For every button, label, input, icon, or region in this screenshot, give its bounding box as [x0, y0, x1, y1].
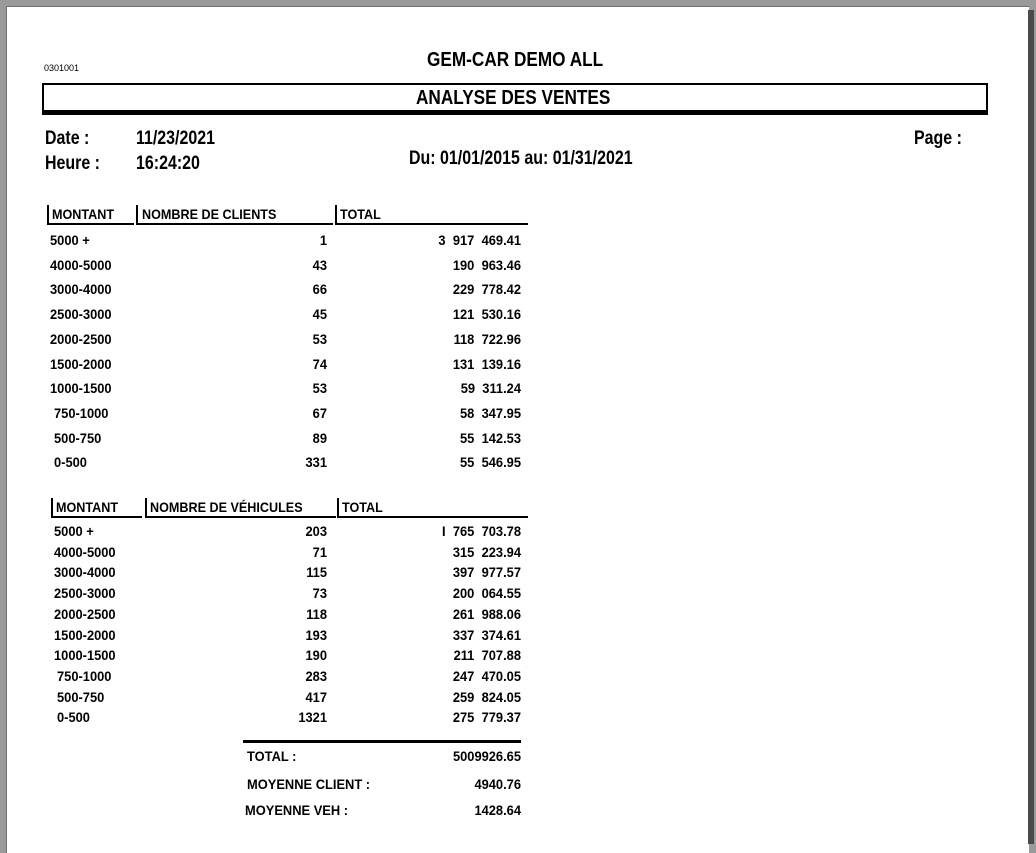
table-row-range: 1500-2000	[54, 626, 116, 643]
table-row-total: 397 977.57	[452, 564, 521, 581]
table-row-total: 259 824.05	[452, 688, 521, 705]
table-row-count: 193	[305, 626, 327, 643]
table-row-count: 89	[312, 429, 327, 446]
vehicles-header-amount-box	[51, 498, 142, 518]
table-row-total: I 765 703.78	[442, 523, 521, 539]
table-row-total: 275 779.37	[452, 709, 521, 726]
clients-header-amount-box	[47, 205, 134, 225]
page-label: Page :	[914, 128, 962, 149]
table-row-count: 1321	[298, 709, 327, 726]
table-row-count: 71	[312, 543, 327, 560]
table-row-count: 73	[312, 585, 327, 602]
table-row-total: 58 347.95	[460, 404, 521, 421]
table-row-count: 45	[312, 306, 327, 323]
summary-total-value: 5009926.65	[452, 748, 521, 764]
table-row-range: 2500-3000	[50, 306, 112, 323]
table-row-count: 417	[305, 688, 327, 705]
clients-header-total: TOTAL	[340, 206, 381, 222]
summary-avg-client-value: 4940.76	[474, 776, 521, 792]
time-value: 16:24:20	[136, 153, 200, 174]
table-row-total: 211 707.88	[453, 647, 521, 664]
table-row-range: 500-750	[57, 688, 105, 705]
table-row-total: 59 311.24	[460, 380, 521, 397]
table-row-total: 200 064.55	[452, 585, 521, 602]
table-row-count: 118	[306, 605, 327, 622]
summary-avg-vehicle-value: 1428.64	[474, 802, 521, 818]
table-row-total: 131 139.16	[452, 355, 521, 372]
table-row-count: 115	[306, 564, 327, 581]
table-row-total: 261 988.06	[452, 605, 521, 622]
company-name: GEM-CAR DEMO ALL	[427, 49, 604, 71]
table-row-total: 118 722.96	[453, 330, 521, 347]
summary-avg-client-label: MOYENNE CLIENT :	[247, 776, 371, 792]
table-row-total: 315 223.94	[452, 543, 521, 560]
vehicles-header-amount: MONTANT	[56, 499, 119, 515]
table-row-total: 229 778.42	[452, 281, 521, 298]
table-row-range: 1000-1500	[54, 647, 116, 664]
table-row-range: 2000-2500	[54, 605, 116, 622]
table-row-range: 750-1000	[54, 404, 109, 421]
page-shadow	[1028, 10, 1034, 844]
clients-header-count: NOMBRE DE CLIENTS	[142, 206, 277, 222]
table-row-count: 331	[305, 454, 327, 471]
table-row-range: 500-750	[54, 429, 102, 446]
table-row-range: 0-500	[57, 709, 90, 726]
table-row-total: 247 470.05	[452, 667, 521, 684]
table-row-range: 5000 +	[50, 232, 90, 248]
table-row-count: 53	[312, 330, 327, 347]
table-row-total: 337 374.61	[452, 626, 521, 643]
period-range: Du: 01/01/2015 au: 01/31/2021	[409, 148, 633, 169]
table-row-range: 4000-5000	[54, 543, 116, 560]
table-row-count: 67	[312, 404, 327, 421]
time-label: Heure :	[45, 153, 100, 174]
clients-header-total-box	[335, 205, 528, 225]
table-row-range: 1500-2000	[50, 355, 112, 372]
table-row-total: 3 917 469.41	[438, 232, 521, 248]
summary-total-label: TOTAL :	[247, 748, 297, 764]
report-title-banner	[42, 83, 988, 115]
table-row-count: 53	[312, 380, 327, 397]
table-row-range: 5000 +	[54, 523, 94, 539]
table-row-range: 2500-3000	[54, 585, 116, 602]
table-row-count: 283	[305, 667, 327, 684]
table-row-count: 1	[319, 232, 327, 248]
table-row-range: 4000-5000	[50, 256, 112, 273]
table-row-count: 203	[305, 523, 327, 539]
clients-header-amount: MONTANT	[52, 206, 115, 222]
table-row-count: 74	[312, 355, 327, 372]
summary-avg-vehicle-label: MOYENNE VEH :	[245, 802, 349, 818]
table-row-total: 190 963.46	[452, 256, 521, 273]
summary-rule	[243, 740, 521, 743]
date-label: Date :	[45, 128, 90, 149]
report-page	[6, 6, 1029, 853]
table-row-range: 3000-4000	[50, 281, 112, 298]
table-row-total: 121 530.16	[452, 306, 521, 323]
table-row-range: 2000-2500	[50, 330, 112, 347]
date-value: 11/23/2021	[136, 128, 215, 149]
table-row-count: 190	[305, 647, 327, 664]
vehicles-header-total-box	[337, 498, 528, 518]
table-row-range: 0-500	[54, 454, 87, 471]
table-row-range: 3000-4000	[54, 564, 116, 581]
table-row-count: 43	[312, 256, 327, 273]
table-row-total: 55 142.53	[460, 429, 521, 446]
clients-header-count-box	[136, 205, 333, 225]
table-row-range: 1000-1500	[50, 380, 112, 397]
table-row-range: 750-1000	[57, 667, 112, 684]
table-row-total: 55 546.95	[460, 454, 521, 471]
vehicles-header-total: TOTAL	[342, 499, 383, 515]
table-row-count: 66	[312, 281, 327, 298]
vehicles-header-count: NOMBRE DE VÉHICULES	[150, 499, 303, 515]
report-code: 0301001	[44, 63, 80, 73]
vehicles-header-count-box	[145, 498, 336, 518]
report-title: ANALYSE DES VENTES	[416, 87, 611, 109]
